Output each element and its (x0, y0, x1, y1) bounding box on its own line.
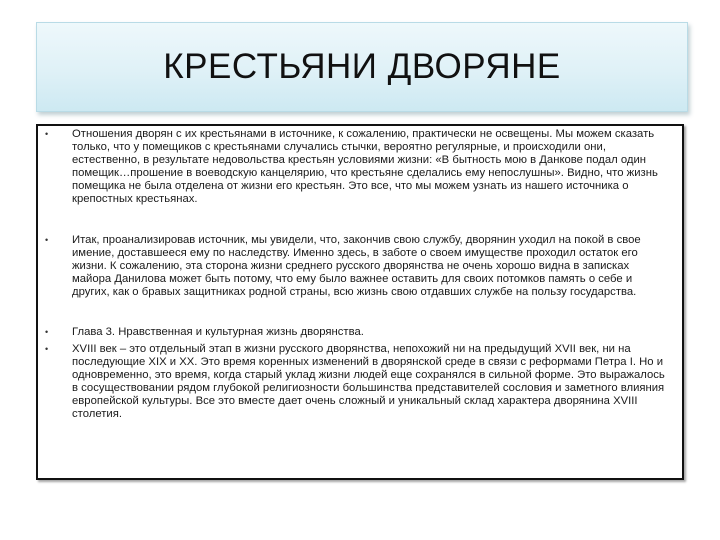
slide-title-box (36, 22, 688, 112)
list-item (38, 326, 376, 339)
paragraph-text: Глава 3. Нравственная и культурная жизнь дворянства. (72, 326, 364, 338)
bullet-marker: • (45, 235, 49, 245)
paragraph-text: XVIII век – это отдельный этап в жизни русского дворянства, непохожий ни на предыдущий XVII век, ни на последующие XIX и XX. Это время коренных изменений в дворянской среде в связи с реформами Петра I. Но и одновременно, это время, когда старый уклад жизни людей еще сохранялся в сильной форме. Это выражалось в сосуществовании рядом глубокой религиозности большинства представителей сословия и заметного влияния европейской культуры. Все это вместе дает очень сложный и уникальный склад характера дворянина XVIII столетия. (72, 343, 665, 421)
list-item (38, 234, 682, 299)
list-item (38, 128, 682, 207)
bullet-marker: • (45, 327, 49, 337)
paragraph-text: Отношения дворян с их крестьянами в источнике, к сожалению, практически не освещены. Мы можем сказать только, что у помещиков с крестьянами случались стычки, вероятно регулярные, и происходили они, естественно, в результате недовольства крестьян условиями жизни: «В бытность мою в Данкове подал один помещик…прошение в воеводскую канцелярию, что крестьяне сделались ему непослушны». Видно, что жизнь помещика не была отделена от жизни его крестьян. Это все, что мы можем узнать из нашего источника о крепостных крестьянах. (72, 128, 658, 206)
bullet-marker: • (45, 129, 49, 139)
content-text-box (36, 124, 684, 480)
list-item (38, 343, 682, 422)
bullet-marker: • (45, 344, 49, 354)
slide-title: КРЕСТЬЯНИ ДВОРЯНЕ (163, 47, 561, 86)
paragraph-text: Итак, проанализировав источник, мы увидели, что, закончив свою службу, дворянин уходил на покой в свое имение, доставшееся ему по наследству. Именно здесь, в заботе о своем имуществе проходил остаток его жизни. К сожалению, эта сторона жизни среднего русского дворянства не очень хорошо видна в записках майора Данилова может быть потому, что ему было важнее оставить для своих потомков память о себе и других, как о бравых защитниках родной страны, всю жизнь свою отдавших службе на пользу государства. (72, 234, 641, 299)
